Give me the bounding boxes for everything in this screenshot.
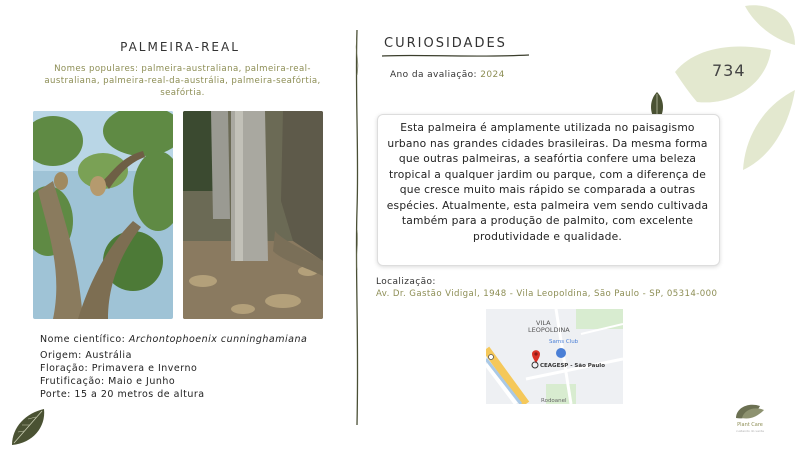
scientific-label: Nome científico: (40, 334, 126, 345)
popular-names: Nomes populares: palmeira-australiana, palmeira-real-australiana, palmeira-real-da-austrália, palmeira-seafórtia, seafórtia. (44, 64, 321, 98)
size-line: Porte: 15 a 20 metros de altura (40, 389, 205, 400)
evaluation-year (390, 70, 505, 80)
tree-canopy-photo (33, 111, 173, 319)
vertical-divider (351, 30, 363, 425)
map-road-label: Rodoanel (541, 398, 567, 404)
location-map[interactable] (486, 309, 623, 404)
fruiting-line: Frutificação: Maio e Junho (40, 376, 176, 387)
palm-trunks-photo (183, 111, 323, 319)
curiosity-text: Esta palmeira é amplamente utilizada no paisagismo urbano nas grandes cidades brasileiras. Da mesma forma que outras palmeiras, a seafórtia confere uma beleza tropical a qualquer jardim ou parque, com a diferença de que cresce muito mais rápido se comparada a outras espécies. Atualmente, esta palmeira vem sendo cultivada também para a produção de palmito, com excelente produtividade e qualidade. (386, 121, 709, 243)
leaf-corner-icon (8, 407, 48, 447)
origin-line: Origem: Austrália (40, 350, 132, 361)
logo-tagline: cuidando do verde (736, 429, 764, 433)
map-place-label: CEAGESP - São Paulo (540, 363, 605, 369)
location-address: Av. Dr. Gastão Vidigal, 1948 - Vila Leopoldina, São Paulo - SP, 05314-000 (376, 289, 718, 299)
flowering-line: Floração: Primavera e Inverno (40, 363, 198, 374)
scientific-name-line (40, 334, 307, 345)
heading-underline (382, 53, 529, 59)
year-value: 2024 (480, 70, 505, 80)
curiosities-heading: CURIOSIDADES (384, 36, 507, 51)
logo-name: Plant Care (737, 422, 763, 428)
map-district-line1: VILA (536, 319, 551, 327)
record-number: 734 (712, 61, 746, 80)
plant-title: PALMEIRA-REAL (120, 40, 240, 54)
map-district-line2: LEOPOLDINA (528, 326, 570, 334)
year-label: Ano da avaliação: (390, 70, 477, 80)
map-store-label: Sams Club (549, 339, 579, 345)
scientific-name: Archontophoenix cunninghamiana (128, 334, 308, 345)
location-label: Localização: (376, 277, 436, 287)
